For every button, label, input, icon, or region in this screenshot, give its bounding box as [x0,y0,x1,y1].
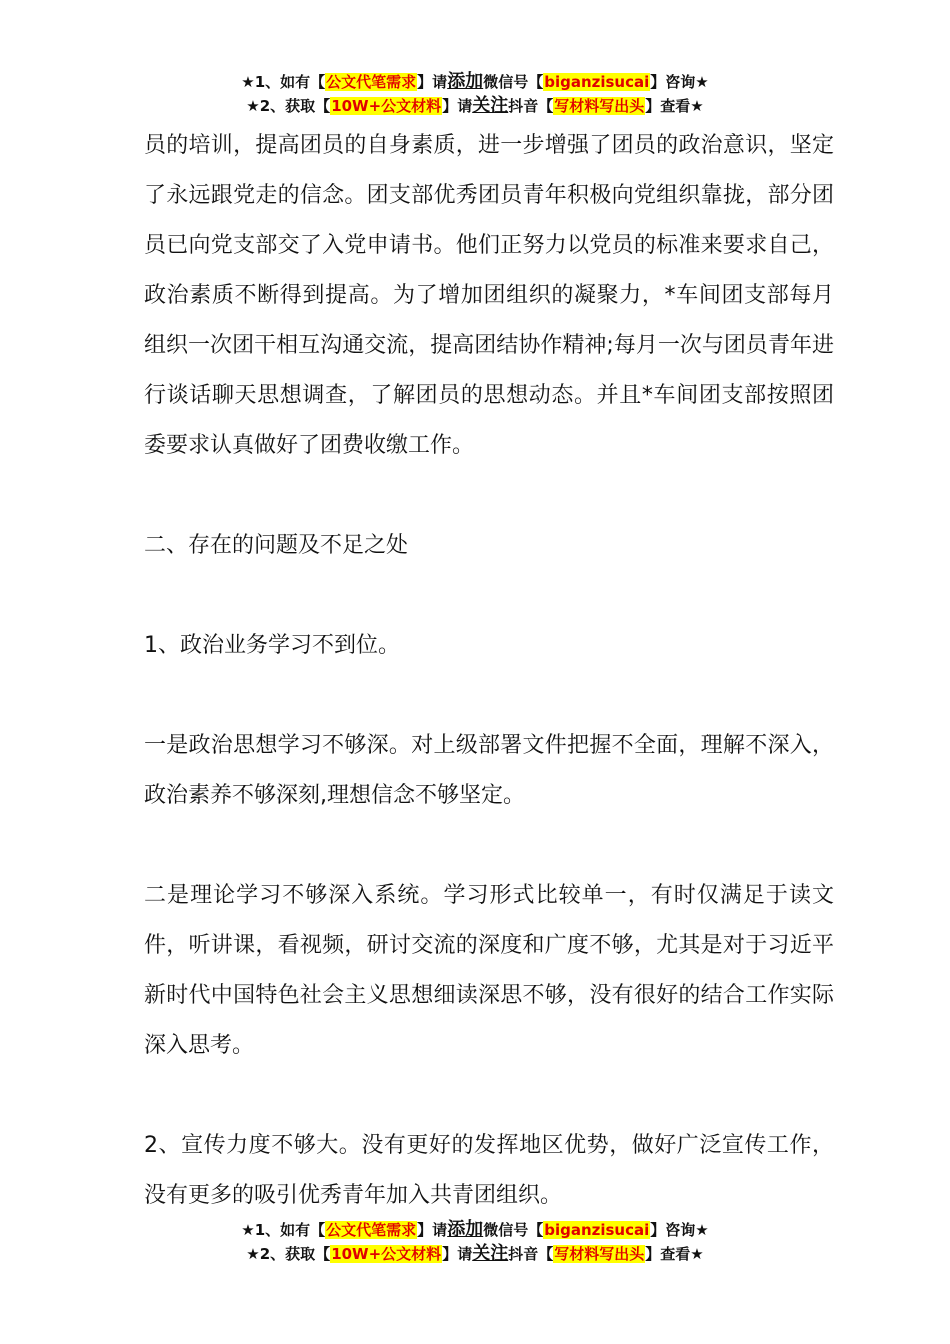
banner-highlight: 10W+公文材料 [331,97,442,115]
banner-highlight: 公文代笔需求 [326,1221,417,1239]
banner-text: 】查看★ [645,1245,704,1263]
banner-text: 】咨询★ [650,73,709,91]
banner-text: 】请 [417,1221,448,1239]
section-heading: 二、存在的问题及不足之处 [144,533,409,558]
paragraph-4: 2、宣传力度不够大。没有更好的发挥地区优势，做好广泛宣传工作，没有更多的吸引优秀青年加入共青团组织。 [144,1133,834,1208]
banner-text: 微信号【 [483,1221,544,1239]
header-banner [0,70,950,118]
banner-line-2 [0,1242,950,1266]
banner-text: 抖音【 [508,97,554,115]
spacer [144,671,834,721]
banner-emphasis: 关注 [472,95,509,116]
document-body [144,121,834,1221]
spacer [144,471,834,521]
banner-line-1 [0,70,950,94]
banner-line-2 [0,94,950,118]
spacer [144,1071,834,1121]
banner-highlight: 写材料写出头 [554,97,645,115]
banner-text: 抖音【 [508,1245,554,1263]
banner-highlight: biganzisucai [544,73,650,91]
banner-text: ★2、获取【 [246,1245,331,1263]
paragraph-2: 一是政治思想学习不够深。对上级部署文件把握不全面，理解不深入，政治素养不够深刻,理想信念不够坚定。 [144,733,834,808]
banner-text: 】请 [442,97,473,115]
banner-text: 】请 [417,73,448,91]
paragraph-3: 二是理论学习不够深入系统。学习形式比较单一，有时仅满足于读文件，听讲课，看视频，研讨交流的深度和广度不够，尤其是对于习近平新时代中国特色社会主义思想细读深思不够，没有很好的结合工作实际深入思考。 [144,883,834,1058]
banner-text: 】查看★ [645,97,704,115]
banner-text: 微信号【 [483,73,544,91]
subsection-heading: 1、政治业务学习不到位。 [144,633,400,658]
banner-emphasis: 添加 [447,71,484,92]
banner-emphasis: 关注 [472,1243,509,1264]
banner-highlight: 写材料写出头 [554,1245,645,1263]
spacer [144,571,834,621]
banner-text: ★1、如有【 [241,73,326,91]
banner-highlight: biganzisucai [544,1221,650,1239]
banner-text: 】请 [442,1245,473,1263]
banner-line-1 [0,1218,950,1242]
banner-text: ★1、如有【 [241,1221,326,1239]
paragraph-1: 员的培训，提高团员的自身素质，进一步增强了团员的政治意识，坚定了永远跟党走的信念。团支部优秀团员青年积极向党组织靠拢，部分团员已向党支部交了入党申请书。他们正努力以党员的标准来要求自己，政治素质不断得到提高。为了增加团组织的凝聚力，*车间团支部每月组织一次团干相互沟通交流，提高团结协作精神;每月一次与团员青年进行谈话聊天思想调查，了解团员的思想动态。并且*车间团支部按照团委要求认真做好了团费收缴工作。 [144,133,834,458]
spacer [144,821,834,871]
banner-text: 】咨询★ [650,1221,709,1239]
banner-text: ★2、获取【 [246,97,331,115]
banner-highlight: 10W+公文材料 [331,1245,442,1263]
banner-highlight: 公文代笔需求 [326,73,417,91]
banner-emphasis: 添加 [447,1219,484,1240]
footer-banner [0,1218,950,1266]
